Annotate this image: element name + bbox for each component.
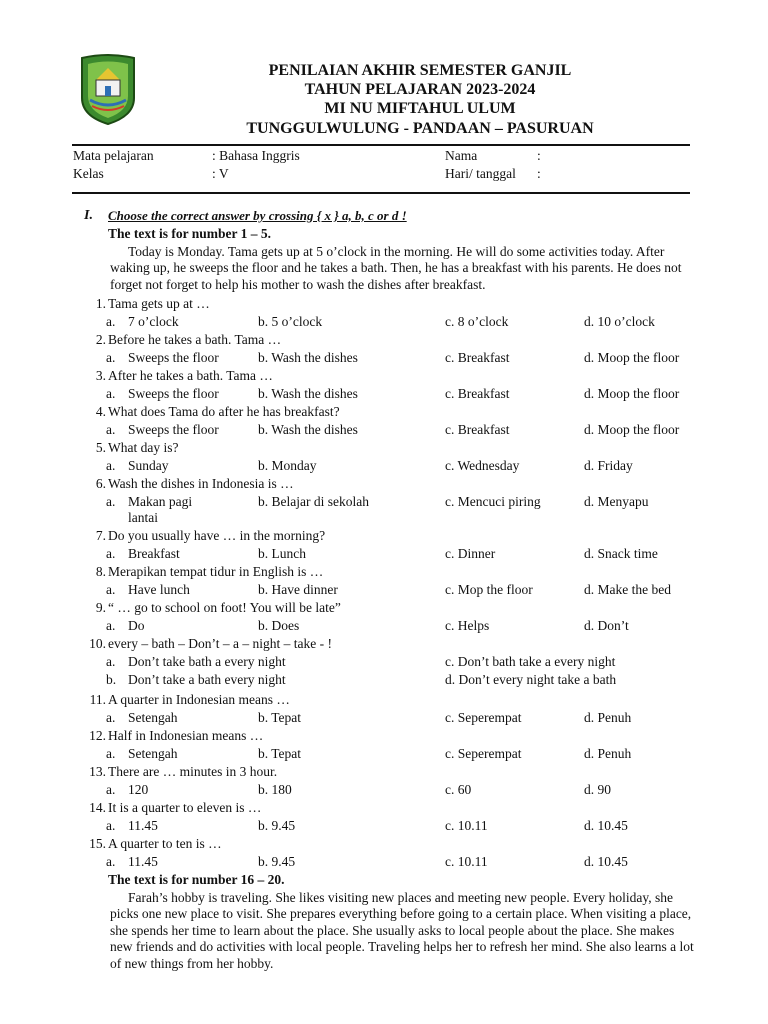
question-number: 1. [95,296,106,311]
option-b: b. Wash the dishes [258,422,358,437]
option-b: b. 9.45 [258,854,296,869]
option-letter-a: a. [106,818,116,833]
option-letter-a: a. [106,314,116,329]
option-d: d. 10.45 [584,854,628,869]
option-d: d. Moop the floor [584,386,680,401]
option-d: d. Penuh [584,710,632,725]
question-number: 9. [95,600,106,615]
option-c: c. Mop the floor [445,582,533,597]
question-number: 5. [95,440,106,455]
question-text: Merapikan tempat tidur in English is … [108,564,324,579]
subject-value: : Bahasa Inggris [212,148,300,163]
option-d: d. Don’t [584,618,629,633]
option-c: c. Don’t bath take a every night [445,654,616,669]
header-divider [72,144,690,146]
question-number: 13. [89,764,106,779]
header-school: MI NU MIFTAHUL ULUM [324,100,516,117]
question-number: 15. [89,836,106,851]
option-a: Makan pagi [128,494,193,509]
header-year: TAHUN PELAJARAN 2023-2024 [304,81,536,98]
question-number: 7. [95,528,106,543]
option-d: d. Moop the floor [584,422,680,437]
option-letter-a: a. [106,350,116,365]
option-b: b. Wash the dishes [258,386,358,401]
text1-heading: The text is for number 1 – 5. [108,226,271,241]
option-a: Setengah [128,746,178,761]
question-text: It is a quarter to eleven is … [108,800,262,815]
text2-heading: The text is for number 16 – 20. [108,872,285,887]
question-text: “ … go to school on foot! You will be late” [108,600,341,615]
option-c: c. 60 [445,782,472,797]
option-c: c. Breakfast [445,350,510,365]
option-letter-a: a. [106,546,116,561]
option-b: Don’t take a bath every night [128,672,286,687]
question-text: There are … minutes in 3 hour. [108,764,278,779]
option-d: d. Penuh [584,746,632,761]
option-letter-a: a. [106,782,116,797]
info-divider [72,192,690,194]
option-letter-a: a. [106,746,116,761]
question-number: 14. [89,800,106,815]
name-value: : [537,148,541,163]
question-number: 3. [95,368,106,383]
option-b: b. Lunch [258,546,306,561]
question-text: What day is? [108,440,179,455]
option-a: Have lunch [128,582,190,597]
question-number: 8. [95,564,106,579]
question-number: 4. [95,404,106,419]
option-c: c. 8 o’clock [445,314,509,329]
class-value: : V [212,166,229,181]
option-d: d. Don’t every night take a bath [445,672,617,687]
option-d: d. Menyapu [584,494,649,509]
option-c: c. Helps [445,618,490,633]
option-c: c. Dinner [445,546,496,561]
option-letter-b: b. [106,672,117,687]
option-d: d. Moop the floor [584,350,680,365]
option-b: b. 180 [258,782,292,797]
option-a: Sweeps the floor [128,350,219,365]
option-a: Sweeps the floor [128,422,219,437]
day-value: : [537,166,541,181]
question-number: 11. [89,692,106,707]
option-letter-a: a. [106,422,116,437]
option-a-continuation: lantai [128,510,158,525]
option-letter-a: a. [106,710,116,725]
option-b: b. Does [258,618,300,633]
option-letter-a: a. [106,494,116,509]
option-a: Don’t take bath a every night [128,654,286,669]
question-text: Before he takes a bath. Tama … [108,332,282,347]
question-text: A quarter in Indonesian means … [108,692,290,707]
option-b: b. Have dinner [258,582,338,597]
option-a: Sweeps the floor [128,386,219,401]
class-label: Kelas [73,166,104,181]
option-c: c. 10.11 [445,818,488,833]
option-d: d. 10 o’clock [584,314,655,329]
question-text: Wash the dishes in Indonesia is … [108,476,294,491]
question-text: What does Tama do after he has breakfast? [108,404,340,419]
question-number: 6. [95,476,106,491]
option-letter-a: a. [106,654,116,669]
day-label: Hari/ tanggal [445,166,516,181]
question-text: After he takes a bath. Tama … [108,368,273,383]
option-b: b. 5 o’clock [258,314,323,329]
option-d: d. 90 [584,782,611,797]
option-c: c. Seperempat [445,746,522,761]
question-number: 12. [89,728,106,743]
option-a: 11.45 [128,854,158,869]
question-text: Half in Indonesian means … [108,728,264,743]
option-c: c. Breakfast [445,422,510,437]
question-text: every – bath – Don’t – a – night – take - ! [108,636,332,651]
option-b: b. Monday [258,458,317,473]
option-a: 7 o’clock [128,314,179,329]
option-c: c. Mencuci piring [445,494,541,509]
question-text: Do you usually have … in the morning? [108,528,326,543]
question-number: 10. [89,636,106,651]
option-a: 120 [128,782,149,797]
option-d: d. Friday [584,458,633,473]
subject-label: Mata pelajaran [73,148,154,163]
option-letter-a: a. [106,582,116,597]
option-b: b. Tepat [258,710,302,725]
option-b: b. Wash the dishes [258,350,358,365]
option-letter-a: a. [106,854,116,869]
option-c: c. Breakfast [445,386,510,401]
option-letter-a: a. [106,458,116,473]
option-a: Do [128,618,145,633]
option-a: Breakfast [128,546,180,561]
option-a: 11.45 [128,818,158,833]
question-number: 2. [95,332,106,347]
name-label: Nama [445,148,478,163]
option-c: c. 10.11 [445,854,488,869]
reading-text-2: Farah’s hobby is traveling. She likes visiting new places and meeting new people. Every holiday, she picks one new place to visit. She prepares everything before going to a certain place. When visiting a place, she spends her time to learn about the place. She usually asks to local people about the place. She makes new friends and do activities with local people. Traveling helps her to refresh her mind. She also learns a lot of new things from her hobby. [110,890,694,971]
option-a: Setengah [128,710,178,725]
option-d: d. Snack time [584,546,658,561]
section-number: I. [84,208,93,223]
question-text: A quarter to ten is … [108,836,222,851]
reading-text-1: Today is Monday. Tama gets up at 5 o’clock in the morning. He will do some activities today. After waking up, he sweeps the floor and he takes a bath. Then, he has a breakfast with his parents. He does not forget not forget to help his mother to wash the dishes after breakfast. [110,244,682,292]
header-title: PENILAIAN AKHIR SEMESTER GANJIL [268,62,572,79]
option-b: b. 9.45 [258,818,296,833]
option-d: d. 10.45 [584,818,628,833]
question-text: Tama gets up at … [108,296,210,311]
header-address: TUNGGULWULUNG - PANDAAN – PASURUAN [246,120,594,137]
option-letter-a: a. [106,618,116,633]
option-c: c. Seperempat [445,710,522,725]
option-b: b. Belajar di sekolah [258,494,369,509]
section-instruction: Choose the correct answer by crossing { x } a, b, c or d ! [108,208,407,223]
option-d: d. Make the bed [584,582,671,597]
option-b: b. Tepat [258,746,302,761]
option-a: Sunday [128,458,169,473]
option-letter-a: a. [106,386,116,401]
option-c: c. Wednesday [445,458,520,473]
